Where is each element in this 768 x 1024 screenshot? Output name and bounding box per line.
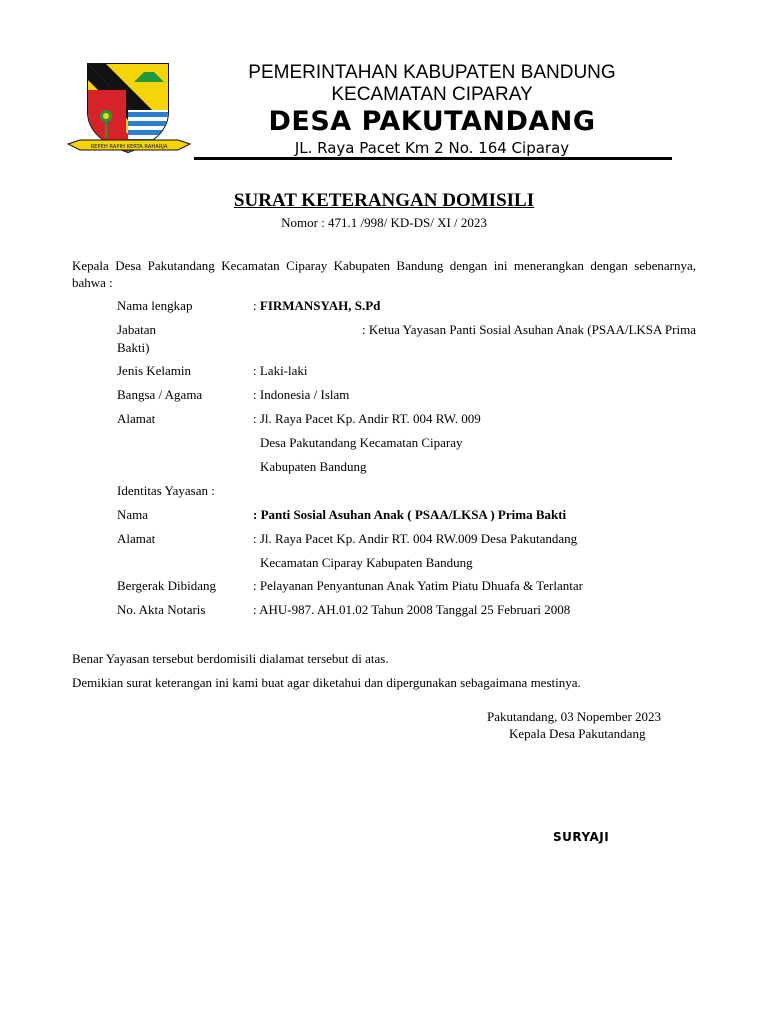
label-nama-yayasan: Nama: [117, 507, 149, 522]
value-jabatan-wrap: Bakti): [117, 340, 150, 355]
signature-place-date: Pakutandang, 03 Nopember 2023: [487, 709, 662, 724]
value-jabatan: : Ketua Yayasan Panti Sosial Asuhan Anak (PSAA/LKSA Prima: [361, 322, 696, 337]
label-bangsa-agama: Bangsa / Agama: [117, 387, 203, 402]
signature-position: Kepala Desa Pakutandang: [509, 726, 646, 741]
value-alamat-line1: : Jl. Raya Pacet Kp. Andir RT. 004 RW. 009: [253, 411, 481, 426]
value-bergerak-dibidang: : Pelayanan Penyantunan Anak Yatim Piatu Dhuafa & Terlantar: [253, 578, 583, 593]
document-number: Nomor : 471.1 /998/ KD-DS/ XI / 2023: [281, 215, 487, 230]
letterhead-divider: [194, 157, 672, 160]
letterhead-district: KECAMATAN CIPARAY: [331, 84, 533, 105]
value-bangsa-agama: : Indonesia / Islam: [253, 387, 350, 402]
value-alamat-yayasan-line2: Kecamatan Ciparay Kabupaten Bandung: [260, 555, 473, 570]
label-jenis-kelamin: Jenis Kelamin: [117, 363, 192, 378]
label-alamat-yayasan: Alamat: [117, 531, 156, 546]
value-alamat-line2: Desa Pakutandang Kecamatan Ciparay: [260, 435, 463, 450]
label-nama-lengkap: Nama lengkap: [117, 298, 193, 313]
label-alamat: Alamat: [117, 411, 156, 426]
label-jabatan: Jabatan: [117, 322, 156, 337]
label-akta-notaris: No. Akta Notaris: [117, 602, 206, 617]
value-nama-lengkap: : FIRMANSYAH, S.Pd: [253, 298, 381, 313]
logo-motto: REPEH RAPIH KERTA RAHARJA: [90, 144, 168, 150]
closing-line1: Benar Yayasan tersebut berdomisili dialamat tersebut di atas.: [72, 651, 389, 666]
value-jenis-kelamin: : Laki-laki: [253, 363, 308, 378]
signature-name: SURYAJI: [553, 830, 610, 844]
letterhead-village: DESA PAKUTANDANG: [268, 106, 596, 137]
letterhead-government: PEMERINTAHAN KABUPATEN BANDUNG: [248, 62, 616, 83]
value-alamat-line3: Kabupaten Bandung: [260, 459, 367, 474]
label-bergerak-dibidang: Bergerak Dibidang: [117, 578, 217, 593]
label-identitas-yayasan: Identitas Yayasan :: [117, 483, 215, 498]
letterhead-address: JL. Raya Pacet Km 2 No. 164 Ciparay: [294, 139, 570, 157]
document-title: SURAT KETERANGAN DOMISILI: [233, 190, 535, 211]
value-alamat-yayasan-line1: : Jl. Raya Pacet Kp. Andir RT. 004 RW.009 Desa Pakutandang: [253, 531, 578, 546]
value-akta-notaris: : AHU-987. AH.01.02 Tahun 2008 Tanggal 25 Februari 2008: [253, 602, 571, 617]
kabupaten-bandung-emblem: [66, 60, 192, 158]
value-nama-yayasan: : Panti Sosial Asuhan Anak ( PSAA/LKSA ) Prima Bakti: [253, 507, 567, 522]
closing-line2: Demikian surat keterangan ini kami buat agar diketahui dan dipergunakan sebagaimana mestinya.: [72, 675, 581, 690]
intro-paragraph: Kepala Desa Pakutandang Kecamatan Ciparay Kabupaten Bandung dengan ini menerangkan dengan sebenarnya, bahwa :: [72, 258, 696, 290]
